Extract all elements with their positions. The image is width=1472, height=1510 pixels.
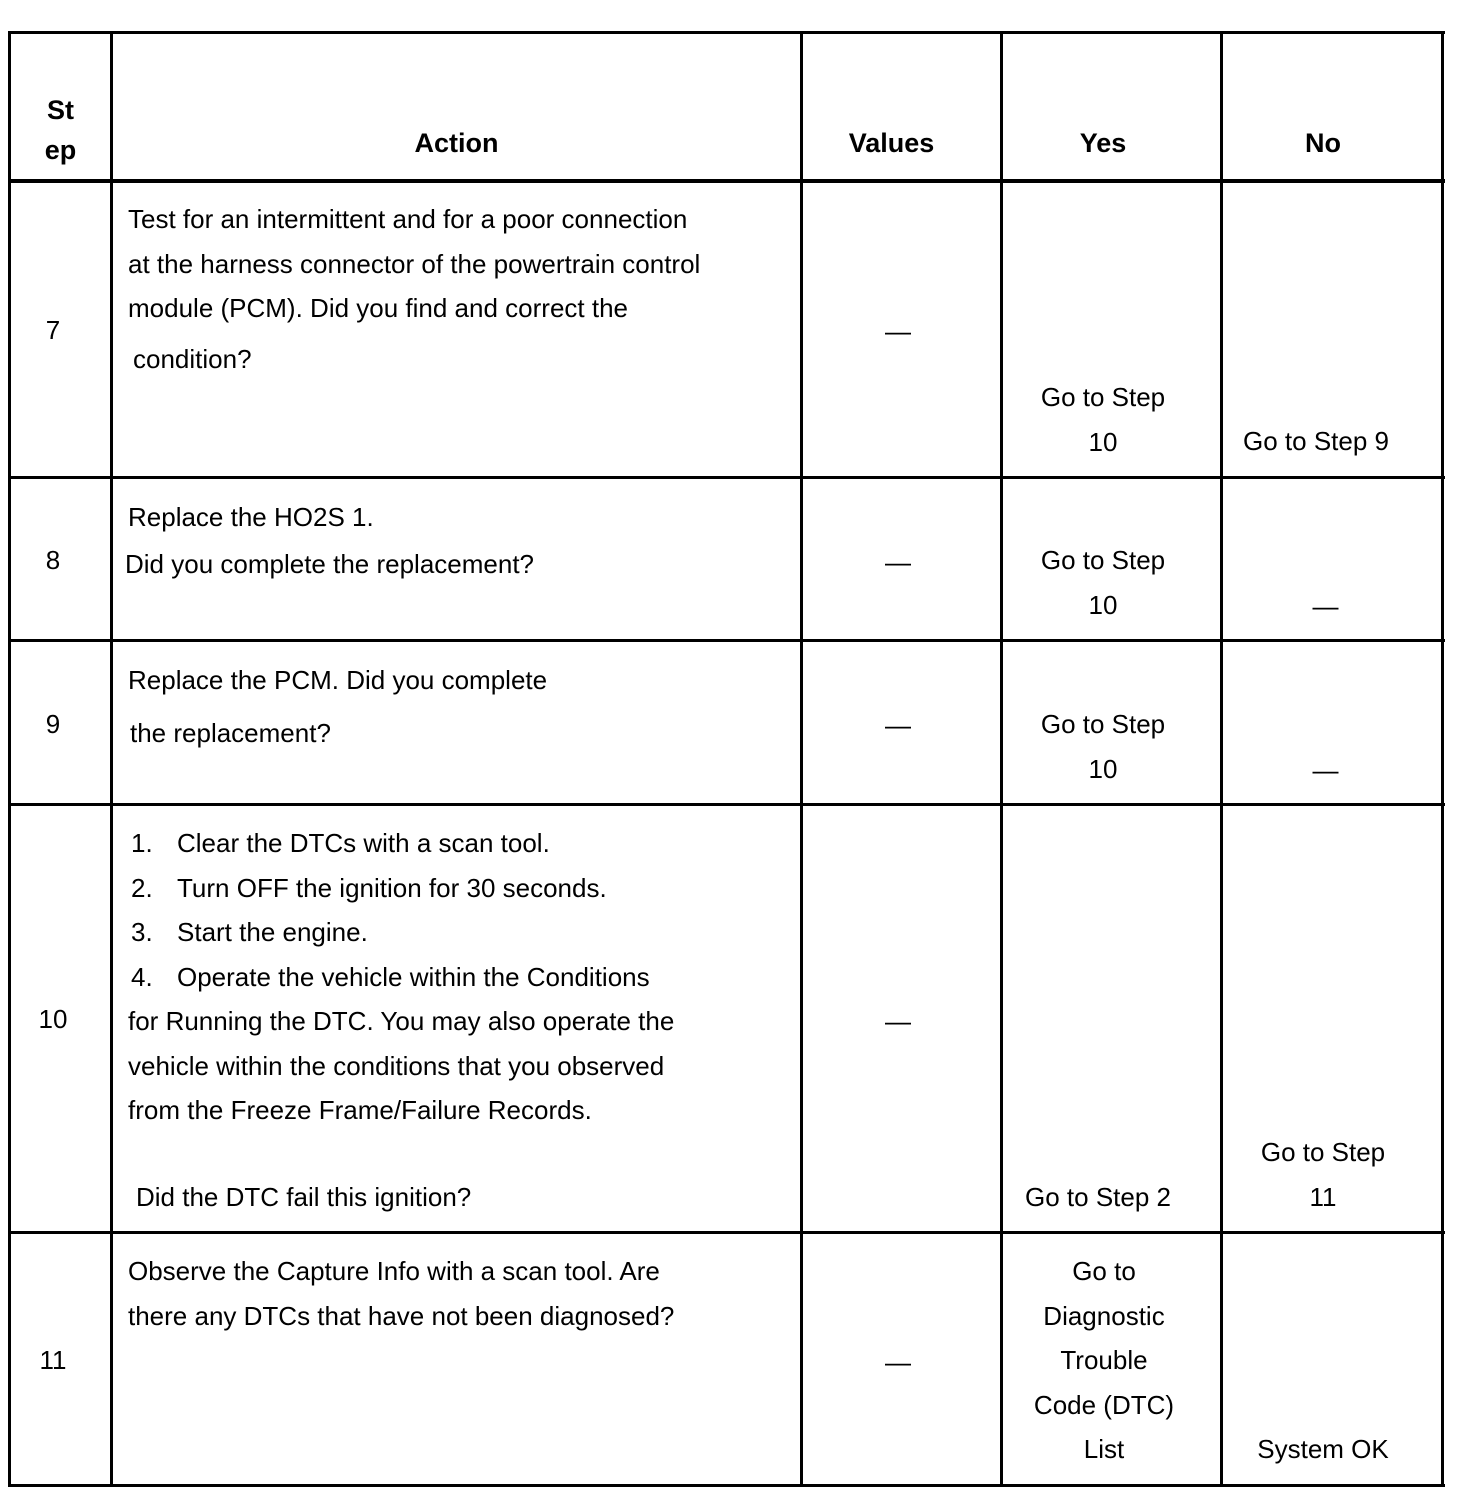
action-line: module (PCM). Did you find and correct the	[128, 293, 628, 323]
action-text	[125, 495, 534, 586]
value-text: —	[885, 1006, 911, 1036]
header-values: Values	[848, 128, 935, 158]
list-item	[128, 866, 674, 911]
no-text	[1223, 584, 1428, 629]
no-line: Go to Step 9	[1243, 426, 1389, 456]
action-text	[128, 658, 547, 755]
list-item-text: Turn OFF the ignition for 30 seconds.	[177, 872, 607, 903]
action-line: Did you complete the replacement?	[125, 548, 535, 579]
action-text	[128, 1249, 674, 1338]
step-number: 10	[38, 1004, 68, 1034]
header-step	[11, 90, 110, 170]
yes-line: 10	[1088, 426, 1118, 457]
no-text	[1223, 1130, 1423, 1219]
header-yes: Yes	[1079, 128, 1127, 158]
yes-line: Go to Step	[1040, 382, 1166, 412]
list-item	[128, 910, 674, 955]
list-item	[128, 821, 674, 866]
yes-line: 10	[1088, 589, 1118, 620]
action-text	[128, 197, 700, 381]
value-text: —	[885, 547, 911, 577]
list-item-number: 1.	[131, 828, 153, 858]
value-text: —	[885, 316, 911, 346]
border-top	[9, 31, 1445, 34]
header-divider	[9, 179, 1445, 183]
yes-text	[1003, 1175, 1193, 1220]
yes-text	[1003, 702, 1203, 791]
step-number: 9	[45, 709, 61, 739]
action-line: at the harness connector of the powertrain control	[128, 248, 701, 279]
list-item-text: Operate the vehicle within the Conditions	[177, 961, 650, 992]
action-line: from the Freeze Frame/Failure Records.	[128, 1095, 592, 1125]
header-step-line: ep	[44, 135, 77, 165]
list-item-number: 4.	[131, 961, 153, 992]
action-line: vehicle within the conditions that you observed	[128, 1050, 665, 1081]
yes-line: Go to Step	[1040, 545, 1166, 575]
no-text	[1223, 748, 1428, 793]
action-line: Replace the PCM. Did you complete	[128, 665, 548, 695]
no-text	[1223, 419, 1409, 464]
action-line: condition?	[133, 343, 252, 374]
action-line: for Running the DTC. You may also operate the	[128, 1006, 675, 1036]
row-divider	[9, 639, 1445, 642]
action-line: Observe the Capture Info with a scan tool. Are	[128, 1256, 660, 1286]
yes-text	[1003, 538, 1203, 627]
row-divider	[9, 803, 1445, 806]
yes-line: Go to Step	[1040, 709, 1166, 739]
list-item-text: Clear the DTCs with a scan tool.	[177, 828, 550, 858]
header-step-line: St	[47, 95, 74, 125]
col-divider	[800, 31, 803, 1487]
yes-text	[1003, 375, 1203, 464]
yes-text	[1003, 1249, 1205, 1472]
action-question: Did the DTC fail this ignition?	[136, 1181, 472, 1212]
action-line: the replacement?	[130, 717, 331, 748]
yes-line: Go to	[1072, 1256, 1136, 1286]
list-item	[128, 955, 674, 1000]
step-number: 11	[39, 1345, 67, 1375]
header-action: Action	[414, 128, 499, 158]
action-line: there any DTCs that have not been diagnosed?	[128, 1300, 675, 1331]
no-line: System OK	[1257, 1434, 1389, 1464]
border-right	[1441, 31, 1444, 1487]
no-line: 11	[1309, 1181, 1337, 1212]
border-bottom	[9, 1484, 1445, 1487]
action-line: Test for an intermittent and for a poor connection	[128, 204, 688, 234]
action-steps-list	[128, 821, 674, 999]
row-divider	[9, 476, 1445, 479]
action-line: Replace the HO2S 1.	[128, 502, 374, 532]
header-no: No	[1305, 128, 1341, 158]
yes-line: 10	[1088, 753, 1118, 784]
yes-line: Go to Step 2	[1025, 1182, 1171, 1212]
no-line: —	[1312, 591, 1339, 621]
step-number: 7	[45, 315, 61, 345]
list-item-text: Start the engine.	[177, 917, 368, 947]
action-text	[128, 821, 674, 1219]
border-left	[8, 31, 11, 1487]
no-text	[1223, 1427, 1423, 1472]
row-divider	[9, 1231, 1445, 1234]
list-item-number: 3.	[131, 917, 153, 947]
list-item-number: 2.	[131, 872, 153, 903]
yes-line: Trouble	[1060, 1345, 1148, 1375]
yes-line: List	[1083, 1434, 1125, 1464]
no-line: —	[1312, 755, 1339, 785]
step-number: 8	[45, 545, 61, 575]
yes-line: Code (DTC)	[1033, 1389, 1175, 1420]
no-line: Go to Step	[1260, 1137, 1386, 1167]
yes-line: Diagnostic	[1043, 1300, 1165, 1331]
col-divider	[110, 31, 113, 1487]
value-text: —	[885, 1347, 911, 1377]
value-text: —	[885, 710, 911, 740]
